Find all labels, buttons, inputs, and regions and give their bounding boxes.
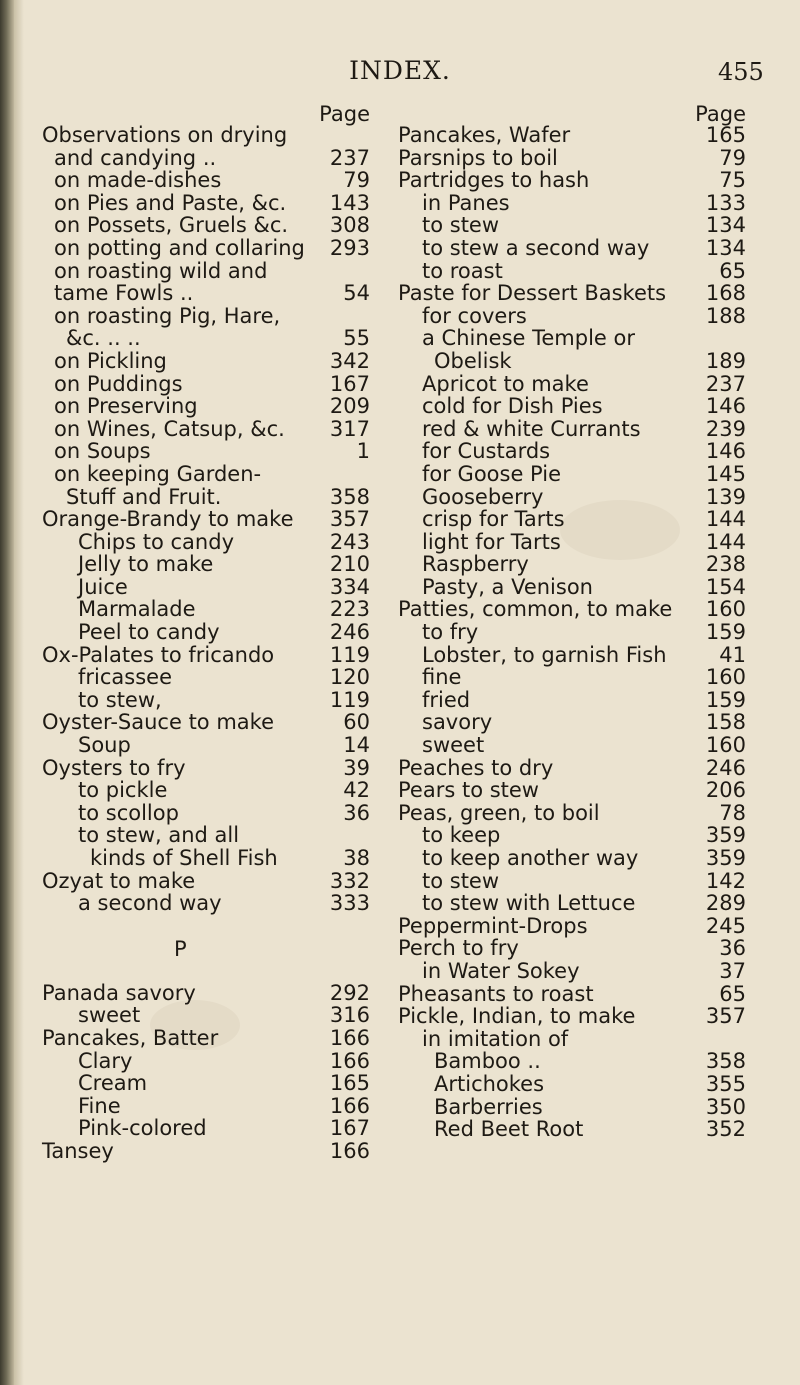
entry-page: 342	[329, 348, 370, 373]
entry-text: tame Fowls ..	[54, 281, 194, 306]
entry-page: 75	[719, 168, 746, 193]
index-entry	[42, 598, 370, 621]
entry-text: and candying ..	[54, 145, 217, 170]
entry-page: 317	[329, 416, 370, 441]
index-entry	[398, 937, 746, 960]
entry-text: sweet	[422, 733, 485, 758]
index-entry	[398, 305, 746, 328]
entry-page: 352	[705, 1117, 746, 1142]
entry-text: on keeping Garden-	[54, 461, 262, 486]
index-entry	[42, 214, 370, 237]
entry-page: 55	[343, 326, 370, 351]
index-entry	[42, 1072, 370, 1095]
entry-page: 238	[705, 552, 746, 577]
entry-page: 357	[705, 1004, 746, 1029]
entry-page: 209	[329, 394, 370, 419]
entry-text: Lobster, to garnish Fish	[422, 642, 667, 667]
entry-text: Oyster-Sauce to make	[42, 710, 274, 735]
index-entry	[398, 531, 746, 554]
entry-page: 166	[329, 1048, 370, 1073]
index-entry	[398, 824, 746, 847]
entry-text: Fine	[78, 1093, 121, 1118]
entry-text: Pears to stew	[398, 778, 539, 803]
index-entry	[42, 237, 370, 260]
right-entry-list	[398, 124, 746, 1141]
entry-page: 144	[705, 529, 746, 554]
entry-text: for Custards	[422, 439, 551, 464]
index-entry	[42, 124, 370, 147]
index-entry	[398, 757, 746, 780]
entry-page: 36	[343, 800, 370, 825]
index-entry	[398, 983, 746, 1006]
entry-page: 159	[705, 687, 746, 712]
entry-text: fine	[422, 665, 462, 690]
index-entry	[398, 418, 746, 441]
entry-text: Pheasants to roast	[398, 981, 594, 1006]
index-entry	[398, 1118, 746, 1141]
entry-text: light for Tarts	[422, 529, 561, 554]
index-entry	[398, 1005, 746, 1028]
index-entry	[398, 802, 746, 825]
index-entry	[398, 192, 746, 215]
entry-page: 206	[705, 778, 746, 803]
page-column-label: Page	[695, 102, 746, 126]
entry-text: Paste for Dessert Baskets	[398, 281, 667, 306]
entry-page: 333	[329, 891, 370, 916]
entry-text: Jelly to make	[78, 552, 214, 577]
entry-page: 223	[329, 597, 370, 622]
entry-text: fried	[422, 687, 471, 712]
entry-text: for covers	[422, 303, 527, 328]
entry-page: 237	[329, 145, 370, 170]
entry-text: Soup	[78, 733, 131, 758]
entry-text: Ox-Palates to fricando	[42, 642, 275, 667]
index-entry	[42, 802, 370, 825]
entry-text: Juice	[78, 574, 128, 599]
index-entry	[42, 847, 370, 870]
index-entry	[42, 147, 370, 170]
entry-text: a Chinese Temple or	[422, 326, 635, 351]
entry-page: 358	[329, 484, 370, 509]
entry-text: kinds of Shell Fish	[90, 846, 278, 870]
entry-page: 119	[329, 687, 370, 712]
entry-text: Peaches to dry	[398, 755, 554, 780]
entry-page: 246	[705, 755, 746, 780]
entry-page: 119	[329, 642, 370, 667]
entry-text: Clary	[78, 1048, 133, 1073]
entry-text: Chips to candy	[78, 529, 234, 554]
entry-page: 355	[705, 1071, 746, 1096]
index-entry	[42, 1050, 370, 1073]
index-entry	[398, 734, 746, 757]
entry-page: 358	[705, 1049, 746, 1074]
entry-text: crisp for Tarts	[422, 507, 565, 532]
index-entry	[42, 327, 370, 350]
entry-page: 359	[705, 846, 746, 870]
index-entry	[398, 870, 746, 893]
entry-page: 79	[343, 168, 370, 193]
index-entry	[398, 847, 746, 870]
entry-text: Pancakes, Wafer	[398, 123, 571, 147]
entry-page: 160	[705, 665, 746, 690]
index-entry	[398, 327, 746, 350]
entry-page: 308	[329, 213, 370, 238]
entry-text: to stew a second way	[422, 235, 650, 260]
index-entry	[398, 960, 746, 983]
entry-page: 158	[705, 710, 746, 735]
index-entry	[398, 395, 746, 418]
entry-page: 359	[705, 823, 746, 848]
index-entry	[42, 508, 370, 531]
index-entry	[398, 892, 746, 915]
entry-page: 37	[719, 958, 746, 983]
entry-text: on Preserving	[54, 394, 198, 419]
entry-text: Red Beet Root	[434, 1117, 584, 1142]
index-entry	[398, 711, 746, 734]
entry-text: to keep	[422, 823, 501, 848]
index-entry	[42, 553, 370, 576]
book-spine-shadow	[0, 0, 14, 1385]
entry-text: cold for Dish Pies	[422, 394, 603, 419]
entry-text: Artichokes	[434, 1071, 545, 1096]
left-index-column	[42, 104, 370, 1163]
entry-page: 134	[705, 235, 746, 260]
entry-text: to stew, and all	[78, 823, 240, 848]
entry-page: 65	[719, 258, 746, 283]
entry-text: in imitation of	[422, 1026, 569, 1051]
entry-text: Obelisk	[434, 348, 512, 373]
index-entry	[398, 666, 746, 689]
index-entry	[398, 486, 746, 509]
index-entry	[42, 689, 370, 712]
entry-text: for Goose Pie	[422, 461, 562, 486]
entry-text: a second way	[78, 891, 222, 916]
entry-text: red & white Currants	[422, 416, 641, 441]
entry-text: on Puddings	[54, 371, 183, 396]
entry-page: 237	[705, 371, 746, 396]
entry-text: Gooseberry	[422, 484, 544, 509]
index-entry	[42, 779, 370, 802]
index-entry	[398, 463, 746, 486]
index-entry	[42, 395, 370, 418]
entry-page: 292	[329, 980, 370, 1005]
entry-text: on Possets, Gruels &c.	[54, 213, 289, 238]
entry-page: 167	[329, 371, 370, 396]
entry-page: 245	[705, 913, 746, 938]
entry-page: 160	[705, 733, 746, 758]
index-entry	[42, 711, 370, 734]
entry-page: 316	[329, 1003, 370, 1028]
index-entry	[398, 147, 746, 170]
entry-page: 79	[719, 145, 746, 170]
entry-text: on roasting Pig, Hare,	[54, 303, 281, 328]
entry-text: in Water Sokey	[422, 958, 580, 983]
index-entry	[398, 915, 746, 938]
entry-text: to stew	[422, 213, 500, 238]
entry-page: 332	[329, 868, 370, 893]
entry-text: Panada savory	[42, 980, 196, 1005]
index-entry	[42, 644, 370, 667]
index-entry	[398, 440, 746, 463]
entry-page: 36	[719, 936, 746, 961]
entry-text: Observations on drying	[42, 123, 288, 147]
entry-page: 159	[705, 620, 746, 645]
index-entry	[42, 350, 370, 373]
entry-page: 145	[705, 461, 746, 486]
index-entry	[42, 1004, 370, 1027]
entry-page: 167	[329, 1116, 370, 1141]
index-entry	[398, 373, 746, 396]
page-number: 455	[718, 58, 764, 86]
entry-text: fricassee	[78, 665, 172, 690]
index-entry	[42, 892, 370, 915]
index-entry	[398, 1050, 746, 1073]
entry-page: 246	[329, 620, 370, 645]
entry-text: &c. .. ..	[66, 326, 141, 351]
index-entry	[398, 598, 746, 621]
entry-page: 166	[329, 1093, 370, 1118]
index-entry	[398, 260, 746, 283]
entry-text: Cream	[78, 1071, 148, 1096]
entry-text: to stew,	[78, 687, 162, 712]
entry-page: 133	[705, 190, 746, 215]
index-entry	[42, 666, 370, 689]
entry-page: 334	[329, 574, 370, 599]
entry-page: 78	[719, 800, 746, 825]
index-entry	[42, 757, 370, 780]
entry-page: 188	[705, 303, 746, 328]
index-entry	[398, 508, 746, 531]
entry-page: 39	[343, 755, 370, 780]
index-entry	[42, 1095, 370, 1118]
index-entry	[42, 260, 370, 283]
entry-page: 42	[343, 778, 370, 803]
index-entry	[398, 1028, 746, 1051]
index-entry	[398, 1096, 746, 1119]
index-entry	[42, 870, 370, 893]
entry-text: Pink-colored	[78, 1116, 207, 1141]
entry-text: Ozyat to make	[42, 868, 196, 893]
entry-text: Apricot to make	[422, 371, 589, 396]
page-gutter	[14, 0, 24, 1385]
entry-text: Peas, green, to boil	[398, 800, 600, 825]
entry-text: Pasty, a Venison	[422, 574, 593, 599]
entry-page: 41	[719, 642, 746, 667]
index-entry	[42, 192, 370, 215]
entry-text: to roast	[422, 258, 503, 283]
entry-text: Pancakes, Batter	[42, 1025, 219, 1050]
index-entry	[42, 621, 370, 644]
entry-text: Patties, common, to make	[398, 597, 673, 622]
entry-page: 139	[705, 484, 746, 509]
entry-text: on Pickling	[54, 348, 167, 373]
entry-page: 289	[705, 891, 746, 916]
entry-text: to stew	[422, 868, 500, 893]
left-entry-list	[42, 124, 370, 915]
index-entry	[42, 982, 370, 1005]
index-entry	[398, 689, 746, 712]
entry-page: 210	[329, 552, 370, 577]
index-entry	[42, 373, 370, 396]
index-entry	[398, 1073, 746, 1096]
entry-text: Peppermint-Drops	[398, 913, 588, 938]
entry-text: Marmalade	[78, 597, 196, 622]
index-entry	[42, 169, 370, 192]
entry-text: Parsnips to boil	[398, 145, 558, 170]
entry-text: Raspberry	[422, 552, 529, 577]
index-entry	[42, 1027, 370, 1050]
index-entry	[398, 779, 746, 802]
index-entry	[398, 237, 746, 260]
entry-page: 134	[705, 213, 746, 238]
entry-page: 60	[343, 710, 370, 735]
index-entry	[42, 824, 370, 847]
entry-text: on Soups	[54, 439, 151, 464]
entry-page: 38	[343, 846, 370, 870]
index-entry	[42, 486, 370, 509]
index-entry	[42, 576, 370, 599]
entry-page: 165	[705, 123, 746, 147]
entry-page: 350	[705, 1094, 746, 1119]
index-entry	[42, 734, 370, 757]
page-column-label: Page	[319, 102, 370, 126]
entry-page: 146	[705, 439, 746, 464]
entry-text: Tansey	[42, 1138, 114, 1163]
entry-text: on roasting wild and	[54, 258, 268, 283]
entry-page: 146	[705, 394, 746, 419]
entry-page: 166	[329, 1138, 370, 1163]
index-entry	[42, 1117, 370, 1140]
right-index-column	[398, 104, 746, 1141]
entry-text: Perch to fry	[398, 936, 519, 961]
entry-page: 165	[329, 1071, 370, 1096]
entry-page: 144	[705, 507, 746, 532]
index-entry	[398, 282, 746, 305]
entry-text: Orange-Brandy to make	[42, 507, 294, 532]
entry-text: on made-dishes	[54, 168, 222, 193]
entry-page: 239	[705, 416, 746, 441]
entry-page: 189	[705, 348, 746, 373]
entry-text: Barberries	[434, 1094, 543, 1119]
entry-page: 166	[329, 1025, 370, 1050]
entry-text: Stuff and Fruit.	[66, 484, 222, 509]
entry-page: 293	[329, 235, 370, 260]
index-entry	[42, 440, 370, 463]
entry-text: to stew with Lettuce	[422, 891, 636, 916]
entry-text: in Panes	[422, 190, 510, 215]
left-entry-list-p	[42, 982, 370, 1163]
index-entry	[42, 1140, 370, 1163]
page-title: INDEX.	[349, 56, 451, 85]
index-entry	[398, 576, 746, 599]
index-entry	[42, 418, 370, 441]
entry-page: 54	[343, 281, 370, 306]
index-entry	[398, 350, 746, 373]
entry-text: Peel to candy	[78, 620, 220, 645]
index-entry	[398, 124, 746, 147]
entry-page: 143	[329, 190, 370, 215]
index-entry	[42, 305, 370, 328]
entry-text: on Pies and Paste, &c.	[54, 190, 287, 215]
index-entry	[398, 214, 746, 237]
index-entry	[42, 531, 370, 554]
entry-text: Bamboo ..	[434, 1049, 541, 1074]
entry-text: on Wines, Catsup, &c.	[54, 416, 285, 441]
index-entry	[42, 463, 370, 486]
entry-page: 160	[705, 597, 746, 622]
entry-text: to pickle	[78, 778, 168, 803]
index-entry	[398, 644, 746, 667]
entry-page: 154	[705, 574, 746, 599]
section-letter: P	[174, 936, 187, 961]
entry-page: 357	[329, 507, 370, 532]
entry-page: 14	[343, 733, 370, 758]
entry-page: 168	[705, 281, 746, 306]
index-entry	[398, 553, 746, 576]
entry-page: 243	[329, 529, 370, 554]
entry-text: to fry	[422, 620, 479, 645]
index-entry	[398, 621, 746, 644]
entry-text: to keep another way	[422, 846, 639, 870]
entry-page: 120	[329, 665, 370, 690]
index-entry	[398, 169, 746, 192]
entry-page: 1	[356, 439, 370, 464]
entry-text: Pickle, Indian, to make	[398, 1004, 636, 1029]
entry-text: sweet	[78, 1003, 141, 1028]
entry-text: on potting and collaring	[54, 235, 305, 260]
entry-page: 142	[705, 868, 746, 893]
entry-text: to scollop	[78, 800, 179, 825]
entry-text: Partridges to hash	[398, 168, 590, 193]
entry-text: Oysters to fry	[42, 755, 186, 780]
entry-text: savory	[422, 710, 493, 735]
entry-page: 65	[719, 981, 746, 1006]
index-entry	[42, 282, 370, 305]
